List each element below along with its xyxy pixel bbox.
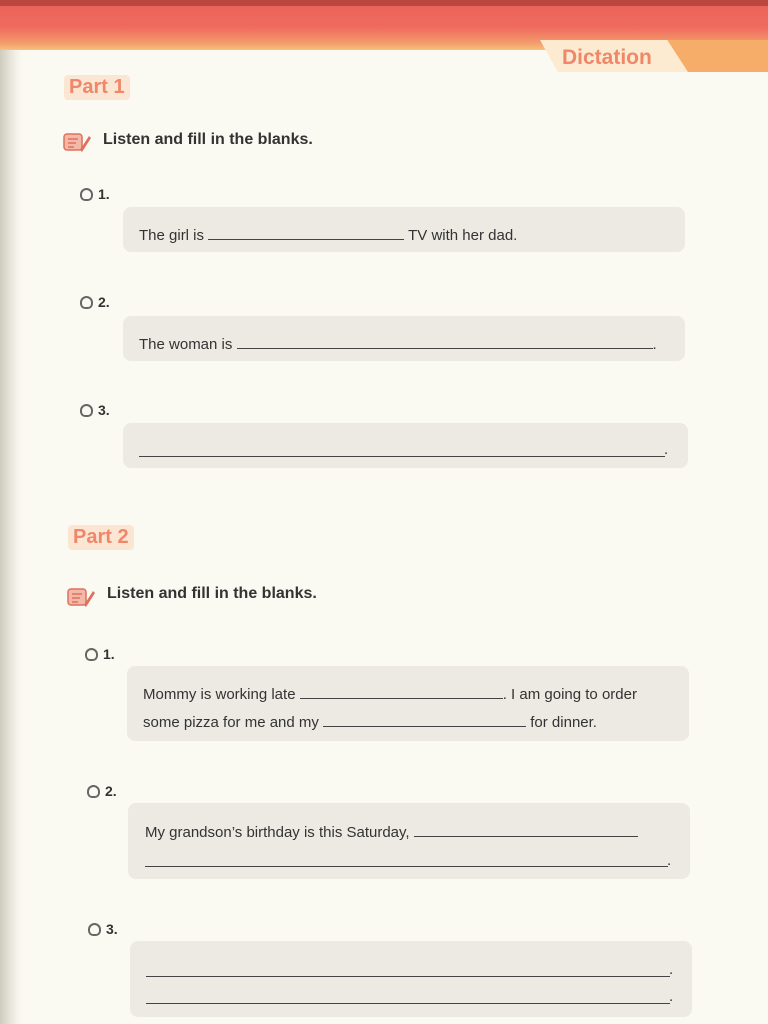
- part-2-question-1-line-1: Mommy is working late . I am going to order: [143, 686, 637, 703]
- headphones-icon: [80, 296, 93, 309]
- period: .: [669, 988, 674, 1005]
- headphones-icon: [87, 785, 100, 798]
- answer-line[interactable]: [146, 1003, 670, 1004]
- part-2-question-1-number: 1.: [85, 646, 115, 662]
- part-1-question-2-number: 2.: [80, 294, 110, 310]
- answer-blank[interactable]: [208, 226, 404, 240]
- part-1-instruction: Listen and fill in the blanks.: [103, 131, 313, 148]
- page-title: Dictation: [562, 46, 652, 69]
- part-2-question-3-number: 3.: [88, 921, 118, 937]
- part-2-instruction: Listen and fill in the blanks.: [107, 585, 317, 602]
- answer-line[interactable]: [145, 866, 668, 867]
- answer-blank[interactable]: [237, 335, 653, 349]
- answer-blank[interactable]: [323, 713, 526, 727]
- answer-line[interactable]: [146, 976, 670, 977]
- pencil-writing-icon: [62, 130, 92, 154]
- headphones-icon: [85, 648, 98, 661]
- period: .: [667, 852, 672, 869]
- pencil-writing-icon: [66, 585, 96, 609]
- part-1-title: Part 1: [64, 75, 130, 100]
- part-2-question-2-line-1: My grandson’s birthday is this Saturday,: [145, 823, 638, 841]
- part-1-question-2-text: The woman is .: [139, 336, 657, 353]
- period: .: [669, 961, 674, 978]
- part-1-question-3-number: 3.: [80, 402, 110, 418]
- answer-blank[interactable]: [300, 685, 503, 699]
- part-2-question-1-line-2: some pizza for me and my for dinner.: [143, 714, 597, 731]
- answer-blank[interactable]: [414, 823, 638, 837]
- headphones-icon: [88, 923, 101, 936]
- period: .: [664, 441, 669, 458]
- part-2-question-3-box: [130, 941, 692, 1017]
- headphones-icon: [80, 188, 93, 201]
- part-1-question-1-number: 1.: [80, 186, 110, 202]
- header-band-edge: [0, 0, 768, 6]
- book-spine: [0, 0, 22, 1024]
- part-2-question-2-number: 2.: [87, 783, 117, 799]
- part-2-title: Part 2: [68, 525, 134, 550]
- part-1-question-1-text: The girl is TV with her dad.: [139, 227, 518, 244]
- part-1-question-3-box: [123, 423, 688, 468]
- answer-line[interactable]: [139, 456, 665, 457]
- part-2-question-2-box: [128, 803, 690, 879]
- headphones-icon: [80, 404, 93, 417]
